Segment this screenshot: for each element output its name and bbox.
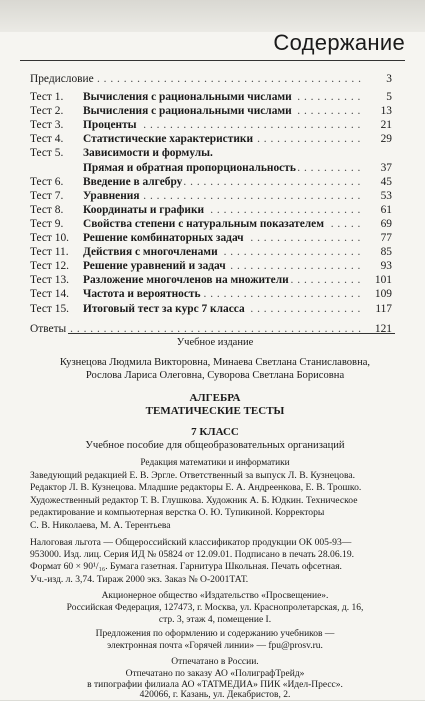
toc-title: Решение комбинаторных задач — [83, 232, 244, 245]
toc-row — [30, 203, 392, 217]
authors-line-1: Кузнецова Людмила Викторовна, Минаева Светлана Станиславовна, — [59, 357, 371, 368]
toc-title: Зависимости и формулы. — [83, 147, 213, 160]
toc-label: Тест 13. — [30, 274, 69, 287]
tech-line: Налоговая льгота — Общероссийский классификатор продукции ОК 005-93— — [30, 537, 352, 548]
printer-line: Отпечатано по заказу АО «ПолиграфТрейд» — [125, 669, 305, 679]
authors — [30, 356, 400, 382]
page-title: Содержание — [273, 30, 405, 55]
toc-page: 53 — [380, 189, 392, 202]
toc-row — [30, 217, 392, 231]
toc-label: Тест 6. — [30, 175, 64, 188]
toc-row — [30, 146, 392, 160]
toc-row — [30, 161, 392, 175]
toc-title: Ответы — [30, 322, 67, 335]
printer-info — [30, 669, 400, 701]
toc-page: 29 — [380, 133, 392, 146]
subject: АЛГЕБРА — [189, 392, 241, 404]
toc-row — [30, 259, 392, 273]
toc-divider — [30, 333, 395, 334]
toc-title: Итоговый тест за курс 7 класса — [83, 302, 245, 315]
toc-title: Разложение многочленов на множители — [83, 274, 289, 287]
toc-tests — [30, 90, 392, 316]
toc-row — [30, 132, 392, 146]
toc-label: Тест 14. — [30, 288, 69, 301]
toc-label: Тест 15. — [30, 302, 69, 315]
toc-page: 117 — [375, 302, 392, 315]
edition-office: Редакция математики и информатики — [140, 458, 290, 468]
toc-title: Координаты и графики — [83, 203, 205, 216]
toc-label: Тест 11. — [30, 246, 69, 259]
toc-page: 5 — [386, 91, 392, 104]
toc-title: Решение уравнений и задач — [83, 260, 226, 273]
toc-row — [30, 245, 392, 259]
toc-label: Тест 5. — [30, 147, 64, 160]
toc-row — [30, 118, 392, 132]
toc-row — [30, 302, 392, 316]
publisher-line: Акционерное общество «Издательство «Просвещение». — [101, 591, 329, 601]
toc-page: 77 — [380, 232, 392, 245]
printed-in: Отпечатано в России. — [171, 657, 259, 667]
table-of-contents — [30, 72, 392, 336]
toc-title: Проценты — [83, 119, 137, 132]
edition-type: Учебное издание — [176, 337, 254, 348]
toc-row — [30, 104, 392, 118]
page-top-edge — [0, 0, 425, 32]
book-title: ТЕМАТИЧЕСКИЕ ТЕСТЫ — [145, 405, 285, 417]
toc-label: Тест 8. — [30, 203, 64, 216]
staff-line: Редактор Л. В. Кузнецова. Младшие редакторы Е. А. Андреенкова, Е. В. Трошко. — [30, 482, 362, 494]
toc-page: 21 — [380, 119, 392, 132]
toc-title: Предисловие — [30, 73, 94, 85]
staff-line: С. В. Николаева, М. А. Терентьева — [30, 519, 171, 531]
toc-label: Тест 7. — [30, 189, 64, 202]
feedback-line: электронная почта «Горячей линии» — fpu@prosv.ru. — [107, 641, 323, 651]
staff-line: Художественный редактор Т. В. Глушкова. Художник А. Б. Юдкин. Техническое — [30, 494, 358, 506]
toc-page: 37 — [380, 161, 392, 174]
book-heading — [30, 392, 400, 418]
technical-info — [30, 537, 400, 586]
toc-row-preface — [30, 72, 392, 86]
printer-line: 420066, г. Казань, ул. Декабристов, 2. — [139, 690, 291, 700]
toc-title: Уравнения — [83, 189, 140, 202]
toc-page: 3 — [386, 73, 392, 85]
toc-row — [30, 287, 392, 301]
toc-title: Введение в алгебру — [83, 175, 183, 188]
toc-row — [30, 90, 392, 104]
toc-title: Вычисления с рациональными числами — [83, 105, 292, 118]
toc-label: Тест 2. — [30, 105, 64, 118]
toc-label: Тест 12. — [30, 260, 69, 273]
toc-page: 13 — [380, 105, 392, 118]
staff-credits — [30, 470, 400, 532]
toc-title: Частота и вероятность — [83, 288, 201, 301]
title-underline — [20, 60, 405, 61]
toc-title: Вычисления с рациональными числами — [83, 91, 292, 104]
staff-line: Заведующий редакцией Е. В. Эргле. Ответственный за выпуск Л. В. Кузнецова. — [30, 470, 356, 481]
feedback-line: Предложения по оформлению и содержанию учебников — — [95, 629, 335, 639]
feedback-info — [30, 628, 400, 652]
toc-label: Тест 9. — [30, 217, 64, 230]
toc-page: 69 — [380, 217, 392, 230]
publisher-line: Российская Федерация, 127473, г. Москва, ул. Краснопролетарская, д. 16, — [66, 603, 364, 613]
toc-title: Прямая и обратная пропорциональность — [83, 161, 296, 174]
book-type: Учебное пособие для общеобразовательных организаций — [85, 440, 345, 451]
tech-line: 953000. Изд. лиц. Серия ИД № 05824 от 12.09.01. Подписано в печать 28.06.19. — [30, 549, 355, 561]
toc-page: 61 — [380, 203, 392, 216]
toc-label: Тест 1. — [30, 91, 64, 104]
toc-page: 121 — [374, 322, 392, 335]
toc-page: 101 — [374, 274, 392, 287]
tech-line: Уч.-изд. л. 3,74. Тираж 2000 экз. Заказ № О-2001ТАТ. — [30, 573, 249, 585]
toc-label: Тест 4. — [30, 133, 64, 146]
toc-page: 109 — [374, 288, 392, 301]
grade: 7 КЛАСС — [191, 426, 239, 438]
toc-label: Тест 10. — [30, 232, 69, 245]
publisher-info — [30, 590, 400, 626]
toc-title: Свойства степени с натуральным показателем — [83, 217, 324, 230]
toc-title: Действия с многочленами — [83, 246, 218, 259]
toc-page: 85 — [380, 246, 392, 259]
toc-title: Статистические характеристики — [83, 133, 254, 146]
publisher-line: стр. 3, этаж 4, помещение I. — [158, 615, 272, 625]
toc-label: Тест 3. — [30, 119, 64, 132]
authors-line-2: Рослова Лариса Олеговна, Суворова Светлана Борисовна — [85, 370, 345, 381]
printer-line: в типографии филиала АО «ТАТМЕДИА» ПИК «Идел-Пресс». — [87, 679, 343, 690]
staff-line: редактирование и компьютерная верстка О. Ю. Тупикиной. Корректоры — [30, 507, 325, 519]
toc-row — [30, 231, 392, 245]
toc-row — [30, 189, 392, 203]
toc-page: 93 — [380, 260, 392, 273]
toc-page: 45 — [380, 175, 392, 188]
toc-row — [30, 273, 392, 287]
tech-line: Формат 60 × 90¹/₁₆. Бумага газетная. Гарнитура Школьная. Печать офсетная. — [30, 561, 342, 573]
toc-row — [30, 175, 392, 189]
